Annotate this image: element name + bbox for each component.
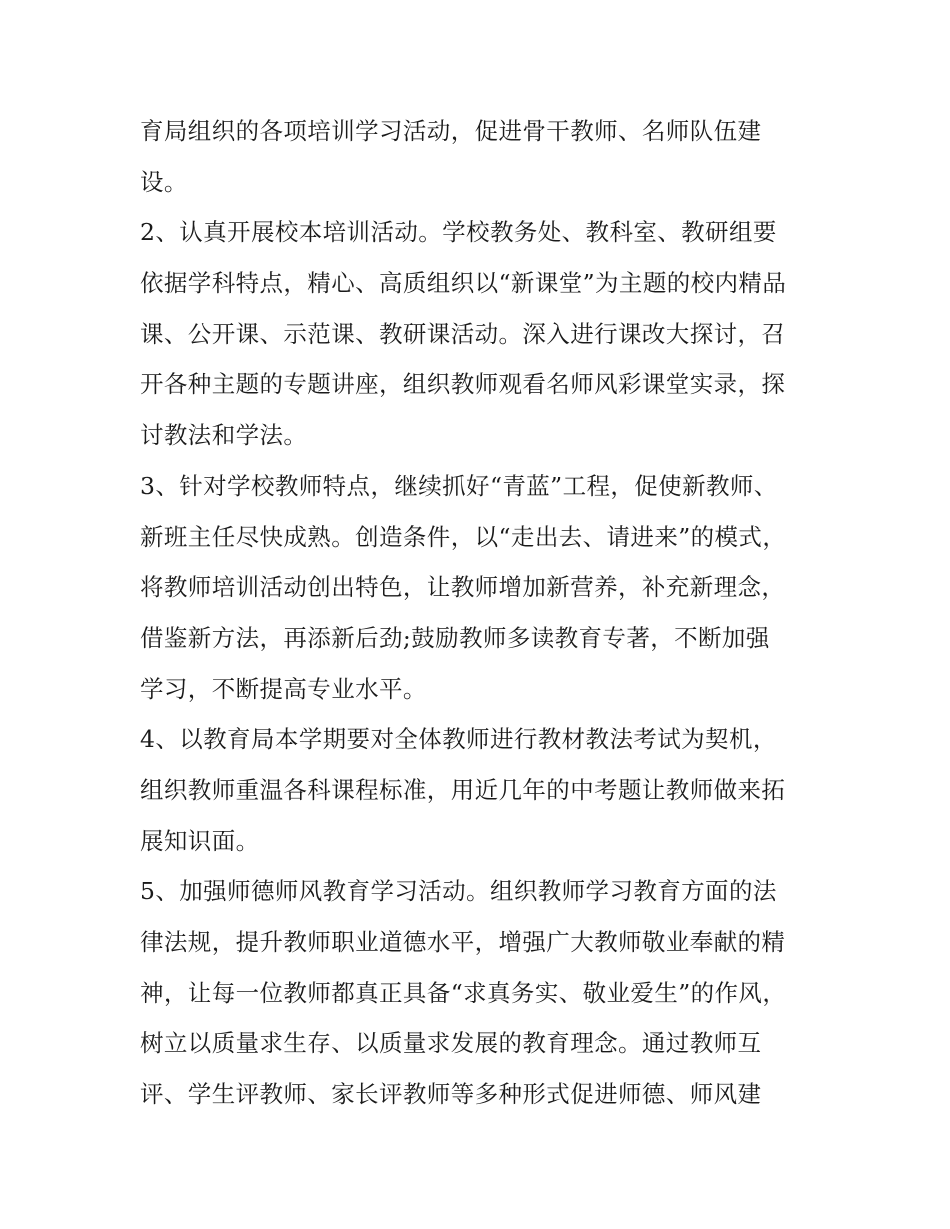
text-line: 律法规，提升教师职业道德水平，增强广大教师敬业奉献的精 bbox=[140, 928, 786, 956]
text-line: 树立以质量求生存、以质量求发展的教育理念。通过教师互 bbox=[140, 1029, 762, 1058]
text-line: 借鉴新方法，再添新后劲;鼓励教师多读教育专著，不断加强 bbox=[140, 623, 770, 652]
text-line: 2、认真开展校本培训活动。学校教务处、教科室、教研组要 bbox=[140, 218, 777, 247]
text-line: 育局组织的各项培训学习活动，促进骨干教师、名师队伍建 bbox=[140, 117, 762, 145]
text-line: 5、加强师德师风教育学习活动。组织教师学习教育方面的法 bbox=[140, 877, 777, 906]
text-line: 3、针对学校教师特点，继续抓好“青蓝”工程，促使新教师、 bbox=[140, 471, 778, 500]
text-line: 评、学生评教师、家长评教师等多种形式促进师德、师风建 bbox=[140, 1080, 762, 1109]
text-line: 依据学科特点，精心、高质组织以“新课堂”为主题的校内精品 bbox=[140, 269, 787, 298]
text-line: 课、公开课、示范课、教研课活动。深入进行课改大探讨，召 bbox=[140, 319, 786, 348]
text-line: 组织教师重温各科课程标准，用近几年的中考题让教师做来拓 bbox=[140, 775, 786, 804]
text-line: 4、以教育局本学期要对全体教师进行教材教法考试为契机， bbox=[140, 725, 777, 754]
text-line: 神，让每一位教师都真正具备“求真务实、敬业爱生”的作风， bbox=[140, 978, 787, 1007]
document-body bbox=[140, 106, 820, 1120]
text-line: 将教师培训活动创出特色，让教师增加新营养，补充新理念， bbox=[140, 573, 786, 602]
text-line: 设。 bbox=[140, 167, 188, 196]
text-line: 开各种主题的专题讲座，组织教师观看名师风彩课堂实录，探 bbox=[140, 370, 786, 399]
text-line: 讨教法和学法。 bbox=[140, 421, 308, 450]
text-line: 展知识面。 bbox=[140, 826, 260, 855]
text-line: 新班主任尽快成熟。创造条件，以“走出去、请进来”的模式， bbox=[140, 522, 787, 551]
text-line: 学习，不断提高专业水平。 bbox=[140, 674, 427, 703]
